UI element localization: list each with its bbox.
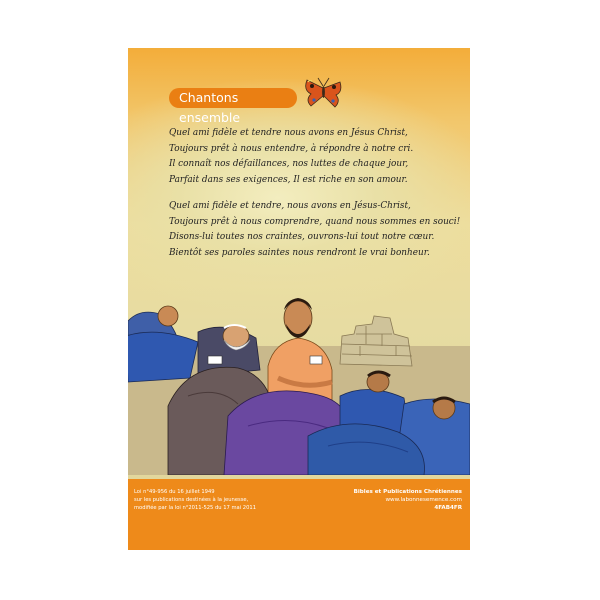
legal-line: sur les publications destinées à la jeunesse, bbox=[134, 497, 249, 504]
back-cover-page bbox=[128, 48, 470, 550]
stanza-line: Il connaît nos défaillances, nos luttes de chaque jour, bbox=[169, 159, 409, 169]
publisher-name: Bibles et Publications Chrétiennes bbox=[353, 489, 462, 495]
stanza-line: Quel ami fidèle et tendre, nous avons en Jésus-Christ, bbox=[169, 201, 411, 211]
song-stanza-2 bbox=[169, 199, 459, 261]
broken-wall bbox=[340, 316, 412, 366]
prison-illustration bbox=[128, 286, 470, 475]
song-stanza-1 bbox=[169, 126, 459, 188]
stanza-line: Disons-lui toutes nos craintes, ouvrons-lui tout notre cœur. bbox=[169, 232, 435, 242]
stanza-line: Toujours prêt à nous entendre, à répondre à notre cri. bbox=[169, 143, 414, 154]
publisher-website: www.labonnesemence.com bbox=[385, 497, 462, 504]
stanza-line: Bientôt ses paroles saintes nous rendront le vrai bonheur. bbox=[169, 247, 430, 258]
stanza-line: Toujours prêt à nous comprendre, quand nous sommes en souci! bbox=[169, 216, 461, 227]
footer-band bbox=[128, 479, 470, 550]
legal-line: modifiée par la loi n°2011-525 du 17 mai 2011 bbox=[134, 505, 256, 512]
publisher-info bbox=[354, 488, 462, 513]
legal-notice bbox=[134, 488, 256, 513]
seated-man bbox=[268, 298, 332, 406]
stanza-line: Quel ami fidèle et tendre nous avons en Jésus Christ, bbox=[169, 128, 408, 138]
butterfly-icon bbox=[303, 76, 343, 110]
legal-line: Loi n°49-956 du 16 juillet 1949 bbox=[134, 489, 215, 495]
sleeper-left bbox=[128, 306, 198, 382]
stanza-line: Parfait dans ses exigences, Il est riche en son amour. bbox=[169, 174, 408, 185]
section-title-banner: Chantons ensemble bbox=[169, 88, 297, 108]
product-code: 4FAB4FR bbox=[434, 505, 462, 512]
